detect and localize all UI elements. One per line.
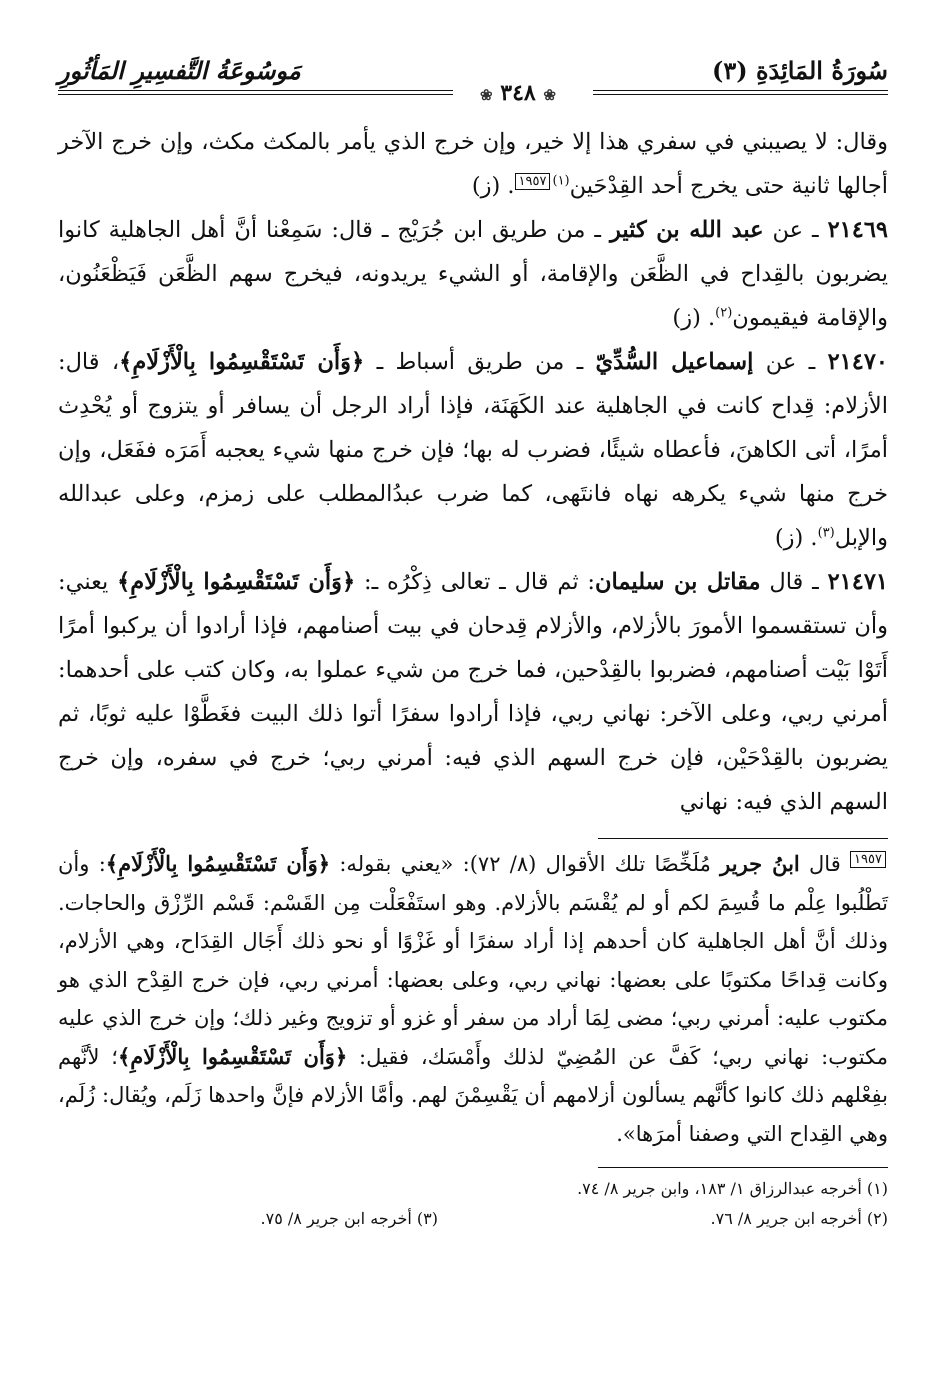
commentary-ref-box: ١٩٥٧ [515, 173, 551, 190]
footnote-2: (٢) أخرجه ابن جرير ٨/ ٧٦. [710, 1209, 888, 1228]
report-number: ٢١٤٧٠ [827, 349, 888, 375]
footnote-row [58, 1174, 888, 1204]
footnote-separator [598, 1167, 888, 1168]
report-text: ـ من طريق أسباط ـ [364, 349, 596, 375]
commentary-1957 [58, 845, 888, 1153]
quran-quote: ﴿وَأَن تَسْتَقْسِمُوا بِالْأَزْلَامِ﴾ [119, 349, 365, 375]
header-rule-right [593, 90, 888, 95]
report-21471 [58, 560, 888, 824]
report-text: ـ قال [760, 569, 828, 595]
source-tag: . (ز) [471, 173, 515, 199]
report-text: : ثم قال ـ تعالى ذِكْرُه ـ: [355, 569, 596, 595]
commentary-text: مُلَخِّصًا تلك الأقوال (٨/ ٧٢): «يعني بقوله: [330, 852, 721, 876]
source-tag: . (ز) [774, 525, 818, 551]
report-text: ، قال: الأزلام: قِداح كانت في الجاهلية عند الكَهَنَة، فإذا أراد الرجل أن يسافر أو يتزوج أو يُحْدِث أمرًا، أتى الكاهنَ، فأعطاه شيئًا، فضرب له بها؛ فإن خرج منها شيء يعجبه أَمَرَه ففَعَل، وإن خرج منها شيء يكرهه نهاه فانتَهى، كما ضرب عبدُالمطلب على زمزم، وعلى عبدالله والإبل [58, 349, 888, 551]
footnote-1: (١) أخرجه عبدالرزاق ١/ ١٨٣، وابن جرير ٨/ ٧٤. [577, 1179, 888, 1198]
quran-quote: ﴿وَأَن تَسْتَقْسِمُوا بِالْأَزْلَامِ﴾ [105, 851, 331, 876]
report-21469 [58, 208, 888, 340]
commentary-number-box: ١٩٥٧ [850, 851, 886, 868]
report-number: ٢١٤٧١ [827, 569, 888, 595]
report-text: ـ من طريق ابن جُرَيْج ـ قال: سَمِعْنا أنَّ أهل الجاهلية كانوا يضربون بالقِداح في الظَّعَن والإقامة، أو الشيء يريدونه، فيخرج سهم الظَّعَن فَيَظْعَنُون، والإقامة فيقيمون [58, 217, 888, 331]
report-number: ٢١٤٦٩ [827, 217, 888, 243]
main-text [58, 120, 888, 824]
page-number-group [458, 80, 578, 106]
paragraph-1 [58, 120, 888, 208]
footnote-ref: (٢) [715, 305, 733, 321]
book-title: مَوسُوعَةُ التَّفسِيرِ المَأثُورِ [58, 56, 301, 85]
footnote-3: (٣) أخرجه ابن جرير ٨/ ٧٥. [260, 1209, 438, 1228]
narrator-name: عبد الله بن كثير [609, 217, 764, 243]
commentary-text: ؛ لأنَّهم بفِعْلهم ذلك كانوا كأنَّهم يسألون أزلامهم أن يَقْسِمْنَ لهم. وأمَّا الأزلام فإنَّ واحدها زَلَم، ويُقال: زُلَم، وهي القِداح التي وصفنا أمرَها». [58, 1044, 888, 1146]
source-tag: . (ز) [672, 305, 716, 331]
paragraph-text: وقال: لا يصيبني في سفري هذا إلا خير، وإن خرج الذي يأمر بالمكث مكث، وإن خرج الآخر أجالها ثانية حتى يخرج أحد القِدْحَين [58, 129, 888, 199]
header-rule-left [58, 90, 453, 95]
commentator-name: ابنُ جرير [720, 851, 800, 876]
report-text: يعني: وأن تستقسموا الأمورَ بالأزلام، والأزلام قِدحان في بيت أصنامهم، فإذا أرادوا أن يركبوا أمرًا أَتَوْا بَيْت أصنامهم، فضربوا بالقِدْحين، فما خرج من شيء عملوا به، وكان كتب على أحدهما: أمرني ربي، وعلى الآخر: نهاني ربي، فإذا أرادوا سفرًا أتوا ذلك البيت فغَطَّوْا عليه ثوبًا، ثم يضربون بالقِدْحَيْن، فإن خرج السهم الذي فيه: أمرني ربي؛ خرج في سفره، وإن خرج السهم الذي فيه: نهاني [58, 569, 888, 815]
narrator-name: مقاتل بن سليمان [595, 569, 761, 595]
ornament-icon: ❀ [543, 86, 556, 104]
running-header [58, 50, 888, 106]
footnote-ref: (١) [552, 173, 570, 189]
commentary-separator [598, 838, 888, 839]
page-number: ٣٤٨ [500, 80, 536, 106]
quran-quote: ﴿وَأَن تَسْتَقْسِمُوا بِالْأَزْلَامِ﴾ [117, 1043, 348, 1069]
page [58, 50, 888, 1340]
footnote-ref: (٣) [817, 525, 835, 541]
report-text: ـ عن [753, 349, 828, 375]
commentary-block [58, 845, 888, 1153]
ornament-icon: ❀ [480, 86, 493, 104]
footnotes [58, 1174, 888, 1234]
commentary-text: : وأن تَطْلُبوا عِلْم ما قُسِمَ لكم أو لم يُقْسَم بالأزلام. وهو استَفْعَلْت مِن القَسْم: قَسْم الرِّزْق والحاجات. وذلك أنَّ أهل الجاهلية كان أحدهم إذا أراد سفرًا أو غَزْوًا أو نحو ذلك أَجَال القِدَاح، وهي الأزلام، وكانت قِداحًا مكتوبًا على بعضها: نهاني ربي، وعلى بعضها: أمرني ربي، فإن خرج القِدْح الذي هو مكتوب عليه: أمرني ربي؛ مضى لِمَا أراد من سفر أو غزو أو تزويج وغير ذلك؛ وإن خرج الذي عليه مكتوب: نهاني ربي؛ كَفَّ عن المُضِيّ لذلك وأَمْسَك، فقيل: [58, 852, 888, 1069]
surah-title: سُورَةُ المَائِدَةِ (٣) [711, 56, 888, 85]
quran-quote: ﴿وَأَن تَسْتَقْسِمُوا بِالْأَزْلَامِ﴾ [117, 569, 356, 595]
footnote-row [58, 1204, 888, 1234]
commentary-text: قال [799, 852, 851, 876]
report-21470 [58, 340, 888, 560]
report-text: ـ عن [763, 217, 828, 243]
narrator-name: إسماعيل السُّدِّيّ [595, 349, 754, 375]
